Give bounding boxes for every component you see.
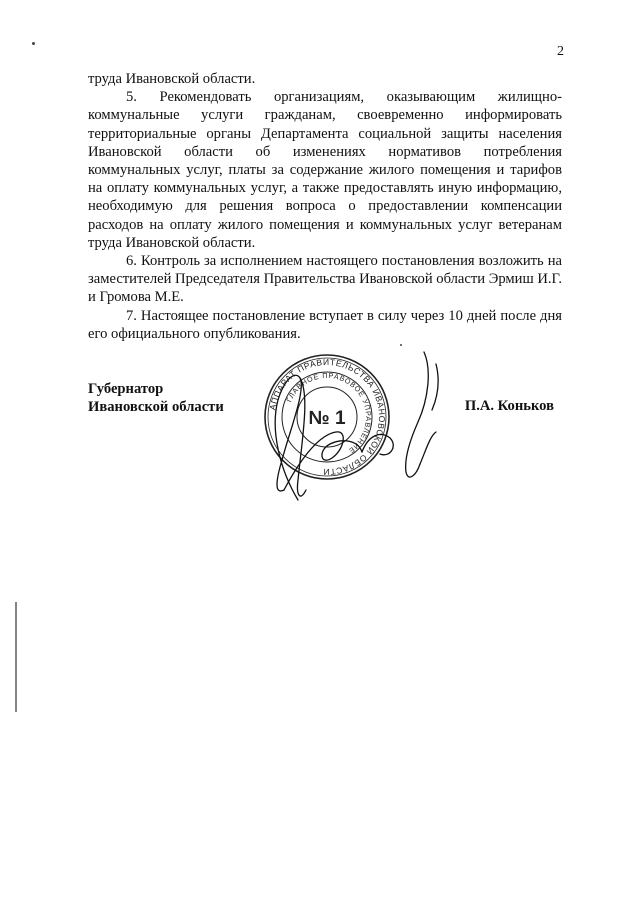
- page-number: 2: [557, 44, 564, 59]
- signatory-title: [88, 380, 224, 416]
- signatory-name: П.А. Коньков: [464, 398, 554, 414]
- paragraph-item-7: 7. Настоящее постановление вступает в силу через 10 дней после дня его официального опубликования.: [88, 307, 562, 342]
- signatory-title-line-1: Губернатор: [88, 381, 164, 397]
- scan-speck: [32, 42, 35, 45]
- document-body: [88, 70, 562, 343]
- seal-outer-text: АППАРАТ ПРАВИТЕЛЬСТВА ИВАНОВСКОЙ ОБЛАСТИ: [267, 356, 388, 478]
- seal-number: № 1: [308, 408, 346, 429]
- paragraph-continuation: труда Ивановской области.: [88, 71, 256, 87]
- seal-inner-text: ГЛАВНОЕ ПРАВОВОЕ УПРАВЛЕНИЕ: [284, 370, 374, 456]
- scan-speck: [400, 344, 402, 346]
- paragraph-item-5: 5. Рекомендовать организациям, оказывающим жилищно-коммунальные услуги гражданам, своевременно информировать территориальные органы Департамента социальной защиты населения Ивановской области об изменениях нормативов потребления коммунальных услуг, платы за содержание жилого помещения и тарифов на оплату коммунальных услуг, а также предоставлять иную информацию, необходимую для решения вопроса о предоставлении компенсации расходов на оплату жилого помещения и коммунальных услуг ветеранам труда Ивановской области.: [88, 89, 562, 251]
- handwritten-signature-icon: [240, 340, 480, 510]
- paragraph-item-6: 6. Контроль за исполнением настоящего постановления возложить на заместителей Председателя Правительства Ивановской области Эрмиш И.Г. и Громова М.Е.: [88, 253, 562, 306]
- signatory-title-line-2: Ивановской области: [88, 399, 224, 415]
- scan-margin-line: [14, 602, 18, 712]
